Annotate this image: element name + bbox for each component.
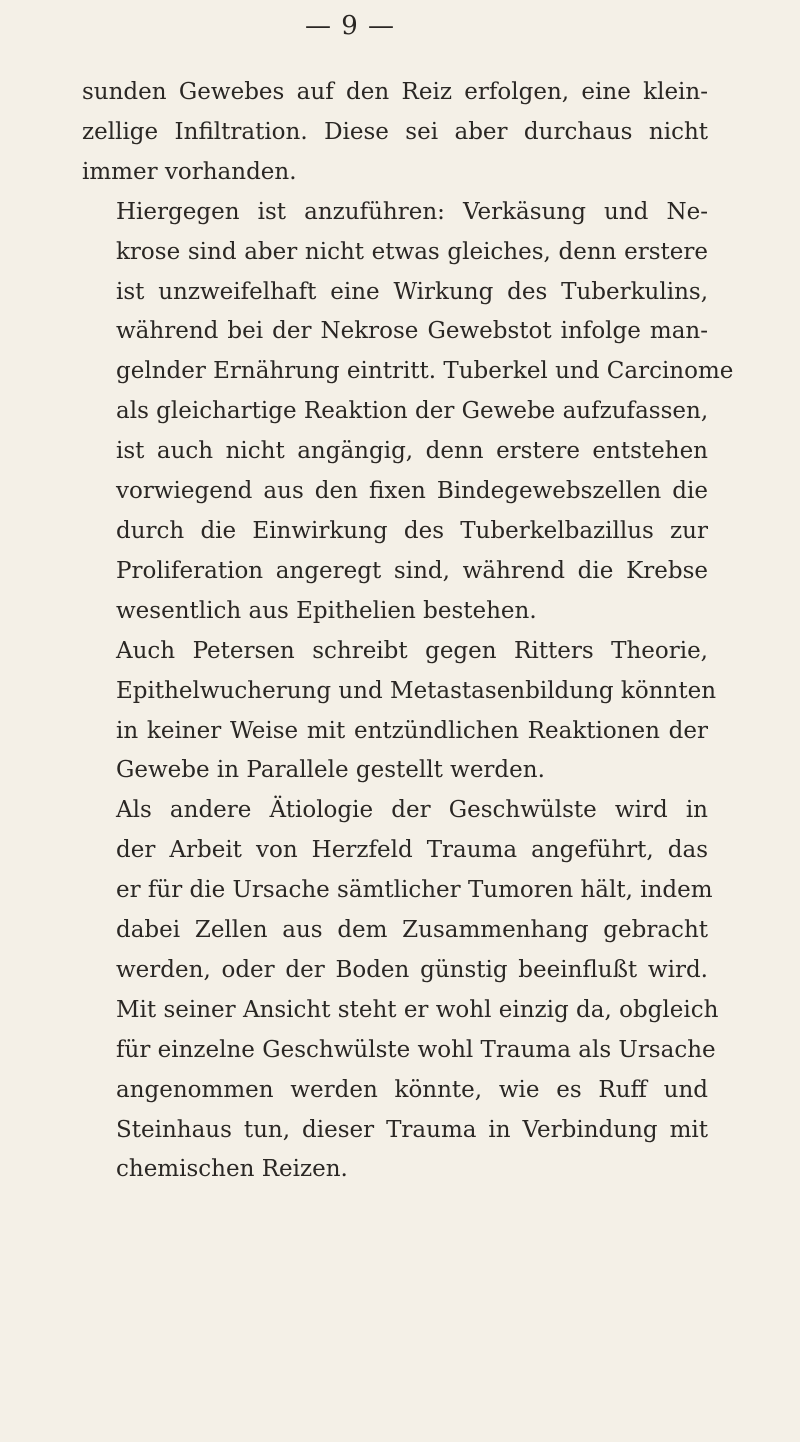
text-line: der Arbeit von Herzfeld Trauma angeführt, das <box>116 837 708 864</box>
text-line: gelnder Ernährung eintritt. Tuberkel und Carcinome <box>116 358 734 385</box>
text-line: als gleichartige Reaktion der Gewebe aufzufassen, <box>116 398 709 425</box>
text-line: dabei Zellen aus dem Zusammenhang gebracht <box>116 917 708 944</box>
text-line: werden, oder der Boden günstig beeinflußt wird. <box>116 956 708 983</box>
text-line: Hiergegen ist anzuführen: Verkäsung und Ne- <box>116 198 708 225</box>
text-line: angenommen werden könnte, wie es Ruff und <box>116 1076 708 1103</box>
paragraph-1 <box>82 73 708 193</box>
text-line: Proliferation angeregt sind, während die Krebse <box>116 557 708 584</box>
text-line: er für die Ursache sämtlicher Tumoren hält, indem <box>116 877 713 904</box>
text-line: ist unzweifelhaft eine Wirkung des Tuberkulins, <box>116 278 708 305</box>
text-line: chemischen Reizen. <box>116 1156 348 1183</box>
text-line: Steinhaus tun, dieser Trauma in Verbindung mit <box>116 1116 708 1143</box>
paragraph-3 <box>82 632 717 792</box>
text-line: Epithelwucherung und Metastasenbildung könnten <box>116 677 717 704</box>
text-line: sunden Gewebes auf den Reiz erfolgen, eine klein- <box>82 79 708 105</box>
text-line: Auch Petersen schreibt gegen Ritters Theorie, <box>116 637 708 664</box>
text-line: während bei der Nekrose Gewebstot infolge man- <box>116 318 708 345</box>
text-line: Als andere Ätiologie der Geschwülste wird in <box>116 797 708 824</box>
text-line: immer vorhanden. <box>82 158 297 185</box>
text-line: Mit seiner Ansicht steht er wohl einzig da, obgleich <box>116 996 719 1023</box>
text-line: durch die Einwirkung des Tuberkelbazillus zur <box>116 517 708 544</box>
paragraph-2 <box>82 193 734 632</box>
text-body <box>82 73 734 1190</box>
text-line: in keiner Weise mit entzündlichen Reaktionen der <box>116 717 708 744</box>
paragraph-4 <box>82 791 719 1190</box>
text-line: für einzelne Geschwülste wohl Trauma als Ursache <box>116 1036 716 1063</box>
text-line: zellige Infiltration. Diese sei aber durchaus nicht <box>82 118 708 145</box>
text-line: ist auch nicht angängig, denn erstere entstehen <box>116 438 708 465</box>
page-number: — 9 — <box>304 11 396 41</box>
text-line: Gewebe in Parallele gestellt werden. <box>116 757 545 784</box>
text-line: vorwiegend aus den fixen Bindegewebszellen die <box>116 478 708 505</box>
text-line: wesentlich aus Epithelien bestehen. <box>116 597 537 624</box>
text-line: krose sind aber nicht etwas gleiches, denn erstere <box>116 238 708 265</box>
